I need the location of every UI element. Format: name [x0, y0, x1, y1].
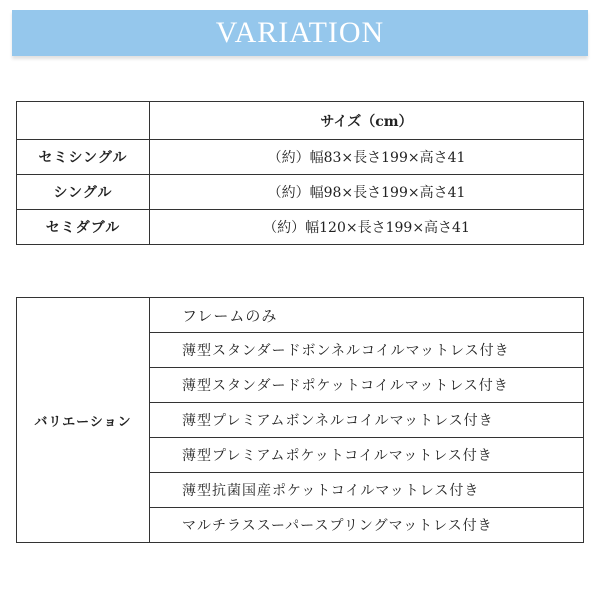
size-row-single: [17, 175, 584, 210]
variation-table: [16, 297, 584, 543]
size-value: （約）幅120×長さ199×高さ41: [150, 210, 584, 245]
size-table: [16, 101, 584, 245]
variation-item: 薄型スタンダードボンネルコイルマットレス付き: [150, 333, 584, 368]
size-row-semi-single: [17, 140, 584, 175]
variation-banner: [12, 10, 588, 56]
variation-item: 薄型スタンダードポケットコイルマットレス付き: [150, 368, 584, 403]
size-row-semi-double: [17, 210, 584, 245]
size-table-header-row: [17, 102, 584, 140]
size-label: セミシングル: [17, 140, 150, 175]
variation-item: 薄型抗菌国産ポケットコイルマットレス付き: [150, 473, 584, 508]
variation-item: マルチラススーパースプリングマットレス付き: [150, 508, 584, 543]
variation-item: 薄型プレミアムポケットコイルマットレス付き: [150, 438, 584, 473]
size-value: （約）幅83×長さ199×高さ41: [150, 140, 584, 175]
size-column-header: サイズ（cm）: [150, 102, 584, 140]
size-value: （約）幅98×長さ199×高さ41: [150, 175, 584, 210]
size-label: シングル: [17, 175, 150, 210]
variation-row: [17, 298, 584, 333]
variation-item: 薄型プレミアムボンネルコイルマットレス付き: [150, 403, 584, 438]
size-table-corner-cell: [17, 102, 150, 140]
variation-label: バリエーション: [17, 298, 150, 543]
banner-title: VARIATION: [215, 16, 385, 49]
size-label: セミダブル: [17, 210, 150, 245]
variation-item-frame-only: フレームのみ: [150, 298, 584, 333]
